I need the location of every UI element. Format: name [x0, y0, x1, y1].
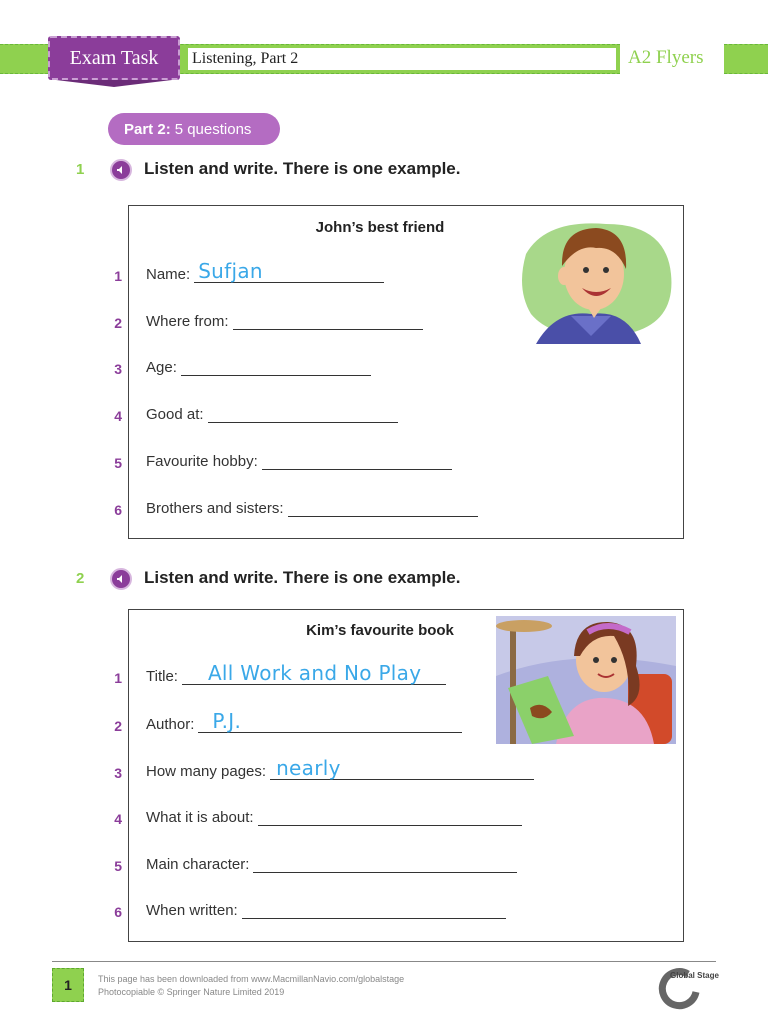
- question-label: Name:: [146, 266, 191, 283]
- answer-blank[interactable]: [253, 854, 517, 873]
- answer-blank[interactable]: [233, 311, 423, 330]
- question-number: 2: [114, 718, 122, 734]
- header-subtitle: Listening, Part 2: [192, 50, 299, 67]
- part-pill: [108, 113, 280, 145]
- answer-blank[interactable]: [182, 661, 446, 685]
- question-when-written: [146, 900, 506, 919]
- question-label: What it is about:: [146, 809, 254, 826]
- question-label: Favourite hobby:: [146, 453, 258, 470]
- question-siblings: [146, 498, 478, 517]
- question-name: [146, 259, 384, 283]
- answer-blank[interactable]: [198, 709, 462, 733]
- question-number: 6: [114, 502, 122, 518]
- box-title: Kim’s favourite book: [306, 622, 454, 639]
- question-number: 5: [114, 858, 122, 874]
- question-title: [146, 661, 446, 685]
- brand-label: A2 Flyers: [628, 47, 704, 68]
- answer-blank[interactable]: [181, 357, 371, 376]
- question-where-from: [146, 311, 423, 330]
- question-pages: [146, 756, 534, 780]
- question-good-at: [146, 404, 398, 423]
- exam-task-tag: [48, 36, 180, 80]
- header-stripe-right: [724, 44, 768, 74]
- question-label: Good at:: [146, 406, 204, 423]
- answer-text: All Work and No Play: [207, 661, 422, 685]
- exercise-number: 2: [76, 570, 85, 587]
- question-number: 3: [114, 361, 122, 377]
- box-title: John’s best friend: [315, 219, 445, 236]
- question-label: Title:: [146, 668, 178, 685]
- question-label: Where from:: [146, 313, 229, 330]
- question-hobby: [146, 451, 452, 470]
- question-number: 6: [114, 904, 122, 920]
- question-about: [146, 807, 522, 826]
- audio-icon[interactable]: [110, 568, 132, 590]
- answer-blank[interactable]: [262, 451, 452, 470]
- answer-blank[interactable]: [288, 498, 478, 517]
- question-label: Age:: [146, 359, 177, 376]
- answer-blank[interactable]: [194, 259, 384, 283]
- question-age: [146, 357, 371, 376]
- answer-blank[interactable]: [208, 404, 398, 423]
- question-author: [146, 709, 462, 733]
- footer-rule: [52, 961, 716, 962]
- exam-task-label: Exam Task: [69, 46, 159, 69]
- tag-tail: [56, 80, 172, 87]
- page-number: 1: [52, 968, 84, 1002]
- girl-reading-illustration: [496, 616, 676, 744]
- question-number: 4: [114, 811, 122, 827]
- part-label: Part 2:: [124, 120, 171, 138]
- question-label: Author:: [146, 716, 195, 733]
- question-main-character: [146, 854, 517, 873]
- answer-text: P.J.: [212, 709, 242, 733]
- footer-text: [98, 973, 404, 999]
- footer-download-note: This page has been downloaded from www.MacmillanNavio.com/globalstage: [98, 974, 405, 984]
- question-label: Brothers and sisters:: [146, 500, 284, 517]
- part-text: 5 questions: [174, 120, 252, 138]
- question-label: When written:: [146, 902, 238, 919]
- answer-blank[interactable]: [258, 807, 522, 826]
- footer-copyright: Photocopiable © Springer Nature Limited 2019: [98, 987, 285, 997]
- question-number: 4: [114, 408, 122, 424]
- header-subtitle-box: [188, 48, 616, 70]
- question-label: Main character:: [146, 856, 250, 873]
- question-number: 1: [114, 268, 122, 284]
- question-number: 2: [114, 315, 122, 331]
- question-number: 5: [114, 455, 122, 471]
- boy-illustration: [516, 214, 676, 344]
- question-number: 1: [114, 670, 122, 686]
- answer-blank[interactable]: [270, 756, 534, 780]
- answer-blank[interactable]: [242, 900, 506, 919]
- logo-text: Global Stage: [670, 971, 719, 980]
- audio-icon[interactable]: [110, 159, 132, 181]
- exercise-instruction: Listen and write. There is one example.: [144, 568, 461, 587]
- answer-text: Sufjan: [198, 259, 263, 283]
- exercise-number: 1: [76, 161, 85, 178]
- answer-text: nearly: [276, 756, 341, 780]
- question-label: How many pages:: [146, 763, 267, 780]
- exercise-instruction: Listen and write. There is one example.: [144, 159, 461, 178]
- question-number: 3: [114, 765, 122, 781]
